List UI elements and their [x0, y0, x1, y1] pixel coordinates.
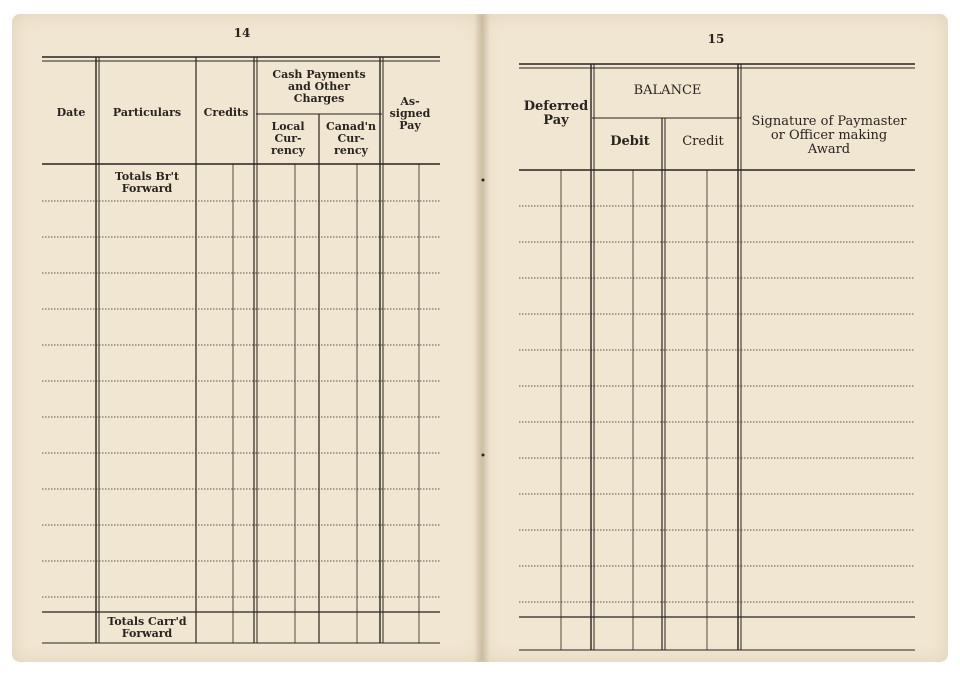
spine-mark: [482, 454, 485, 457]
credit-header: Credit: [682, 134, 724, 149]
left-page-number: 14: [233, 26, 251, 40]
totals-brought-forward: Totals Br't Forward: [114, 170, 180, 195]
local-currency-header: Local Cur- rency: [271, 120, 305, 157]
debit-header: Debit: [610, 134, 650, 149]
right-page-number: 15: [707, 32, 725, 46]
assigned-pay-header: As- signed Pay: [389, 95, 431, 132]
signature-header: Signature of Paymaster or Officer making Award: [751, 114, 907, 157]
spine-mark: [482, 179, 485, 182]
particulars-header: Particulars: [112, 106, 182, 119]
date-header: Date: [56, 106, 86, 119]
deferred-pay-header: Deferred Pay: [523, 99, 589, 128]
balance-header: BALANCE: [633, 83, 702, 98]
credits-header: Credits: [203, 106, 249, 119]
totals-carried-forward: Totals Carr'd Forward: [107, 615, 187, 640]
cash-payments-header: Cash Payments and Other Charges: [272, 68, 366, 105]
canadian-currency-header: Canad'n Cur- rency: [325, 120, 377, 157]
